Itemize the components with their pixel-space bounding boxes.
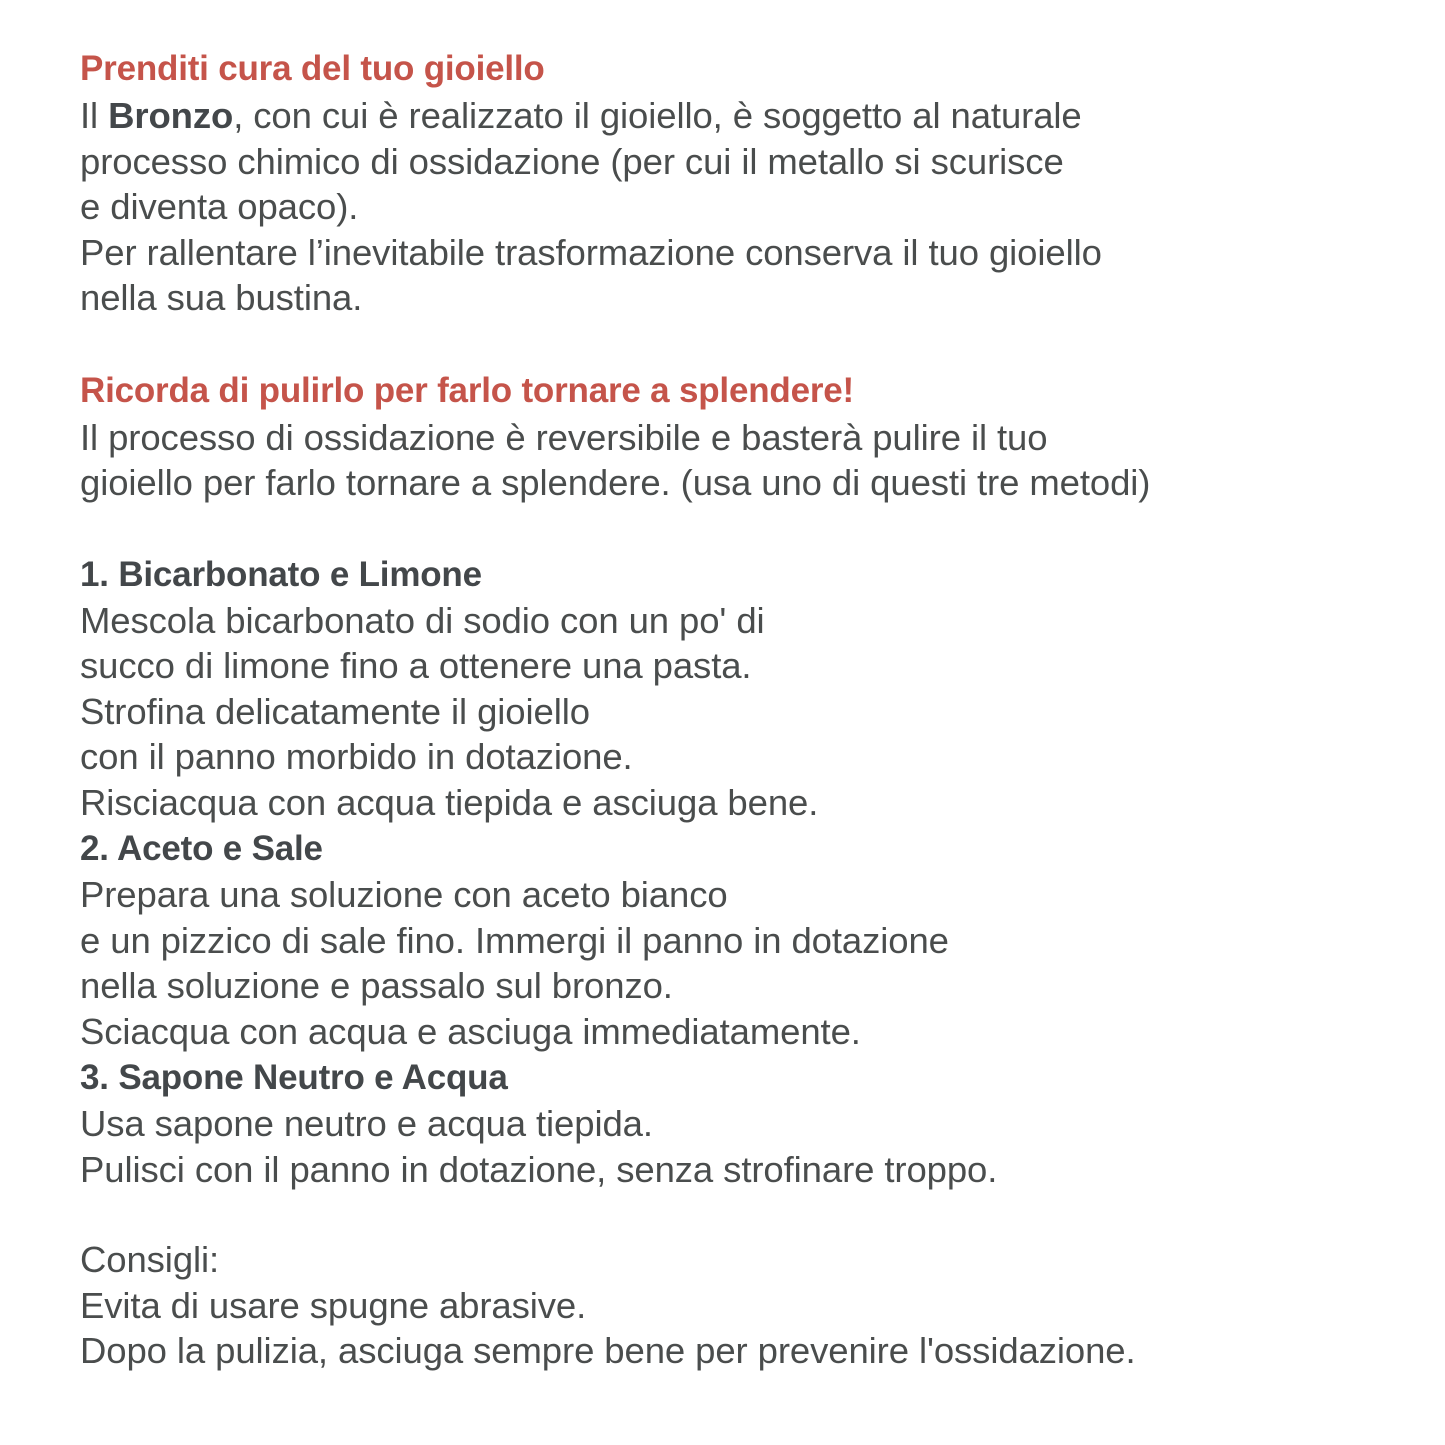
tips-line-1: Evita di usare spugne abrasive. — [80, 1284, 587, 1326]
tips-line-2: Dopo la pulizia, asciuga sempre bene per prevenire l'ossidazione. — [80, 1330, 1136, 1371]
method-3-line-1: Usa sapone neutro e acqua tiepida. — [80, 1103, 653, 1144]
care-line-2: processo chimico di ossidazione (per cui il metallo si scurisce — [80, 140, 1064, 182]
care-line-1-suffix: , con cui è realizzato il gioiello, è soggetto al naturale — [233, 95, 1082, 136]
method-1 — [80, 551, 1405, 826]
care-line-3: e diventa opaco). — [80, 186, 359, 227]
method-2-line-3: nella soluzione e passalo sul bronzo. — [80, 965, 673, 1006]
clean-reminder-heading: Ricorda di pulirlo per farlo tornare a splendere! — [80, 370, 854, 410]
method-2-title: 2. Aceto e Sale — [80, 829, 323, 868]
method-1-line-4: con il panno morbido in dotazione. — [80, 736, 633, 777]
tips-label: Consigli: — [80, 1239, 220, 1280]
clean-reminder-line-1: Il processo di ossidazione è reversibile e basterà pulire il tuo — [80, 416, 1048, 458]
material-name-bronzo: Bronzo — [108, 95, 234, 136]
care-line-5: nella sua bustina. — [80, 277, 363, 318]
method-1-line-1: Mescola bicarbonato di sodio con un po' di — [80, 599, 765, 641]
section-gap-1 — [80, 321, 1405, 366]
care-line-4: Per rallentare l’inevitabile trasformazione conserva il tuo gioiello — [80, 231, 1102, 273]
method-3-title: 3. Sapone Neutro e Acqua — [80, 1058, 508, 1097]
method-2 — [80, 825, 1405, 1054]
method-3-line-2: Pulisci con il panno in dotazione, senza strofinare troppo. — [80, 1148, 998, 1190]
clean-reminder-line-2: gioiello per farlo tornare a splendere. (usa uno di questi tre metodi) — [80, 462, 1151, 503]
method-1-title: 1. Bicarbonato e Limone — [80, 554, 482, 594]
section-gap-3 — [80, 1192, 1405, 1237]
method-1-line-3: Strofina delicatamente il gioiello — [80, 690, 590, 732]
method-2-line-4: Sciacqua con acqua e asciuga immediatamente. — [80, 1010, 861, 1052]
care-line-1 — [80, 93, 1405, 139]
clean-reminder-section — [80, 366, 1405, 506]
method-2-line-1: Prepara una soluzione con aceto bianco — [80, 874, 728, 915]
method-2-line-2: e un pizzico di sale fino. Immergi il panno in dotazione — [80, 919, 949, 961]
care-section — [80, 44, 1405, 321]
method-1-line-2: succo di limone fino a ottenere una pasta. — [80, 645, 752, 686]
method-1-line-5: Risciacqua con acqua tiepida e asciuga bene. — [80, 781, 819, 823]
section-gap-2 — [80, 506, 1405, 551]
care-line-1-prefix: Il — [80, 95, 109, 136]
care-section-heading: Prenditi cura del tuo gioiello — [80, 49, 545, 88]
tips-section — [80, 1237, 1405, 1374]
method-3 — [80, 1054, 1405, 1192]
